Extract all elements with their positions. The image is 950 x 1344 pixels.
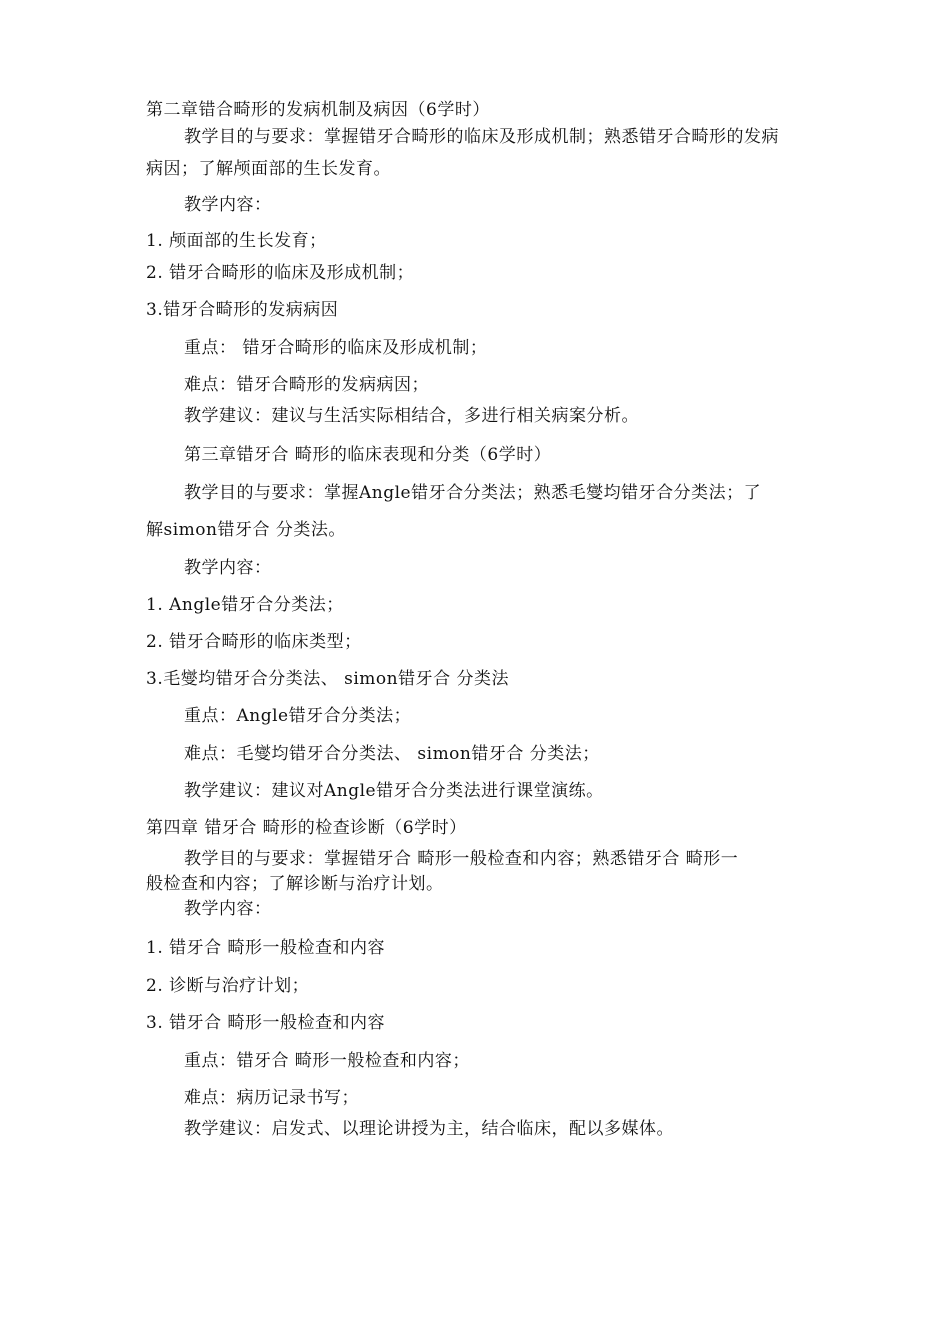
chapter3-content-heading: 教学内容： [184, 558, 272, 578]
chapter3-item-3: 3.毛燮均错牙合分类法、 simon错牙合 分类法 [146, 669, 509, 689]
chapter4-item-2: 2. 诊断与治疗计划； [146, 976, 310, 996]
chapter2-difficulties: 难点：错牙合畸形的发病病因； [184, 375, 429, 395]
chapter4-suggestion: 教学建议：启发式、以理论讲授为主，结合临床，配以多媒体。 [184, 1119, 674, 1139]
chapter3-objectives-line2: 解simon错牙合 分类法。 [146, 520, 346, 540]
chapter2-objectives-line1: 教学目的与要求：掌握错牙合畸形的临床及形成机制；熟悉错牙合畸形的发病 [184, 127, 779, 147]
chapter4-item-1: 1. 错牙合 畸形一般检查和内容 [146, 938, 386, 958]
chapter4-objectives-line2: 般检查和内容；了解诊断与治疗计划。 [146, 874, 444, 894]
chapter2-key-points: 重点： 错牙合畸形的临床及形成机制； [184, 338, 488, 358]
chapter2-item-1: 1. 颅面部的生长发育； [146, 231, 327, 251]
chapter4-key-points: 重点：错牙合 畸形一般检查和内容； [184, 1051, 470, 1071]
chapter2-title: 第二章错合畸形的发病机制及病因（6学时） [146, 100, 490, 120]
chapter4-difficulties: 难点：病历记录书写； [184, 1088, 359, 1108]
chapter3-suggestion: 教学建议：建议对Angle错牙合分类法进行课堂演练。 [184, 781, 604, 801]
chapter3-difficulties: 难点：毛燮均错牙合分类法、 simon错牙合 分类法； [184, 744, 600, 764]
chapter2-content-heading: 教学内容： [184, 195, 272, 215]
chapter2-item-3: 3.错牙合畸形的发病病因 [146, 300, 339, 320]
chapter2-objectives-line2: 病因；了解颅面部的生长发育。 [146, 159, 391, 179]
chapter4-item-3: 3. 错牙合 畸形一般检查和内容 [146, 1013, 386, 1033]
chapter3-item-1: 1. Angle错牙合分类法； [146, 595, 344, 615]
chapter4-objectives-line1: 教学目的与要求：掌握错牙合 畸形一般检查和内容；熟悉错牙合 畸形一 [184, 849, 739, 869]
chapter2-item-2: 2. 错牙合畸形的临床及形成机制； [146, 263, 415, 283]
chapter3-key-points: 重点：Angle错牙合分类法； [184, 706, 412, 726]
chapter3-title: 第三章错牙合 畸形的临床表现和分类（6学时） [184, 445, 552, 465]
chapter4-content-heading: 教学内容： [184, 899, 272, 919]
chapter3-item-2: 2. 错牙合畸形的临床类型； [146, 632, 362, 652]
chapter4-title: 第四章 错牙合 畸形的检查诊断（6学时） [146, 818, 467, 838]
chapter3-objectives-line1: 教学目的与要求：掌握Angle错牙合分类法；熟悉毛燮均错牙合分类法；了 [184, 483, 762, 503]
chapter2-suggestion: 教学建议：建议与生活实际相结合，多进行相关病案分析。 [184, 406, 639, 426]
